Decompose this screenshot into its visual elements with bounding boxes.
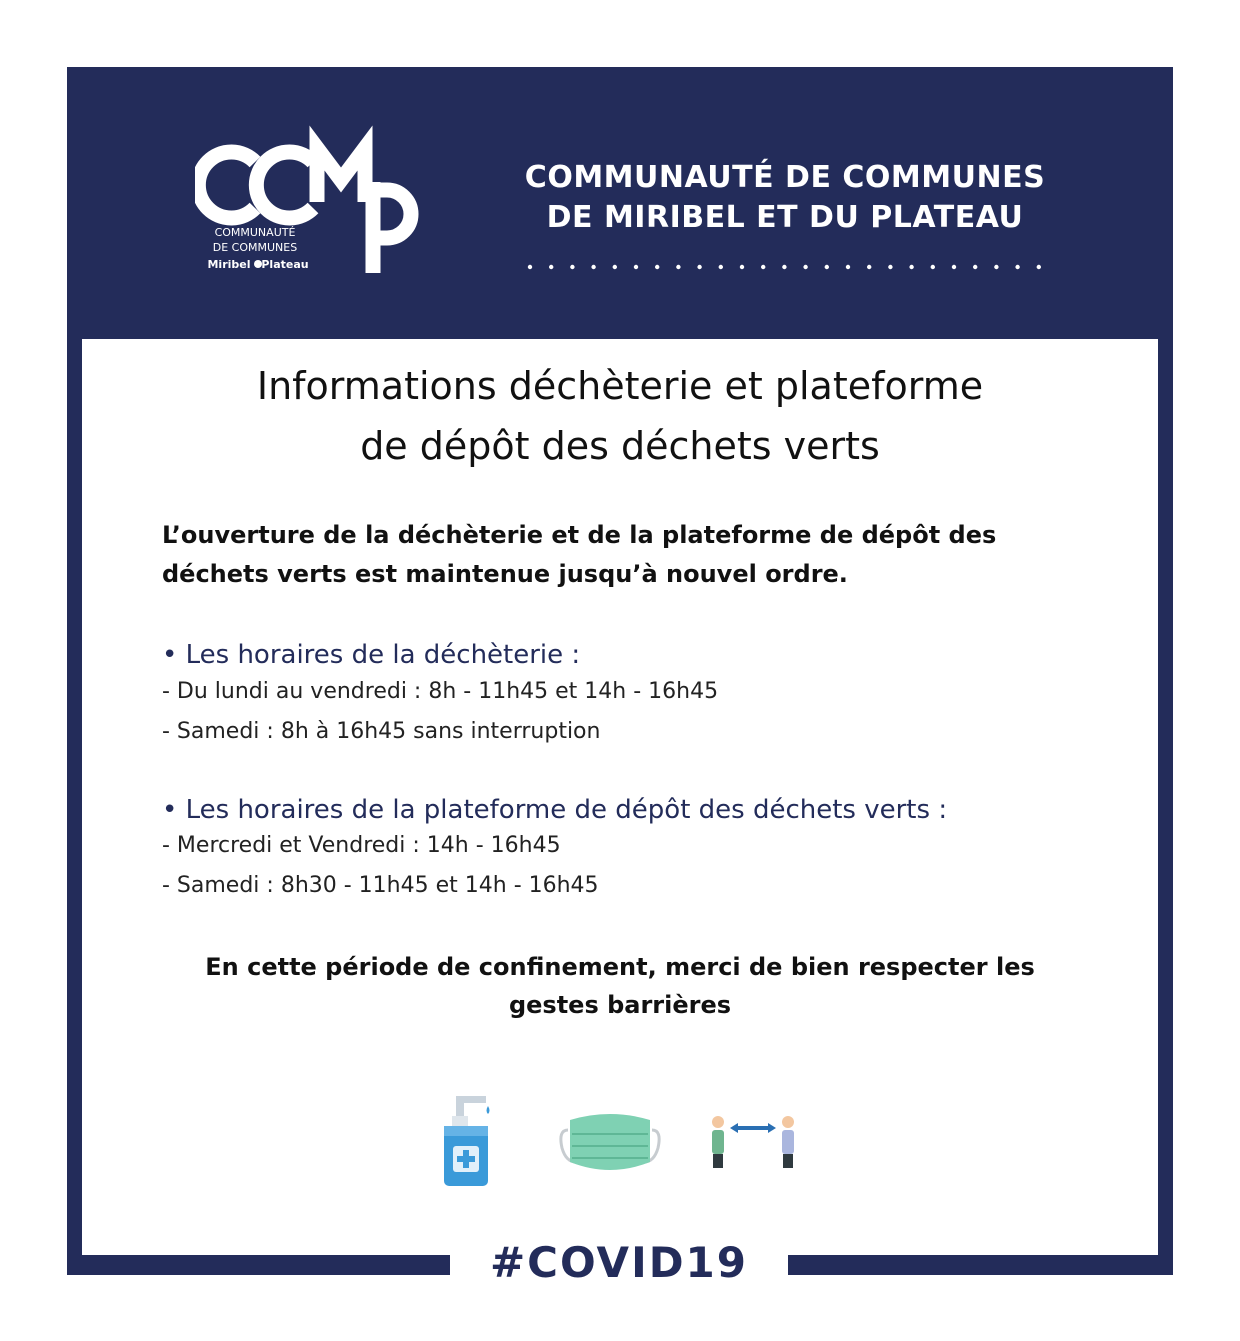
logo-line2: DE COMMUNES — [212, 241, 298, 254]
schedule-line: - Mercredi et Vendredi : 14h - 16h45 — [162, 833, 561, 858]
divider-dot — [994, 265, 998, 269]
divider-dot — [909, 265, 913, 269]
logo-line3-right: Plateau — [261, 258, 309, 271]
organization-name — [510, 158, 1060, 238]
bullet-icon: • — [162, 640, 178, 670]
ccmp-logo — [195, 110, 425, 280]
title-line-2: de dépôt des déchets verts — [360, 424, 880, 468]
divider-dot — [846, 265, 850, 269]
divider-dot — [952, 265, 956, 269]
divider-dot — [740, 265, 744, 269]
divider-dot — [973, 265, 977, 269]
divider-dot — [655, 265, 659, 269]
schedule-line: - Du lundi au vendredi : 8h - 11h45 et 14h - 16h45 — [162, 679, 719, 704]
section-heading-plateforme — [162, 793, 947, 827]
divider-dot — [528, 265, 532, 269]
divider-dot — [1015, 265, 1019, 269]
hand-sanitizer-icon — [444, 1096, 490, 1186]
divider-dot — [803, 265, 807, 269]
divider-dot — [761, 265, 765, 269]
lead-paragraph — [162, 516, 1102, 594]
bullet-icon: • — [162, 795, 178, 825]
divider-dot — [825, 265, 829, 269]
covid-hashtag: #COVID19 — [489, 1238, 749, 1287]
section-heading-text: Les horaires de la déchèterie : — [185, 640, 581, 670]
divider-dot — [719, 265, 723, 269]
section-heading-dechetterie — [162, 638, 580, 672]
closing-line-1: En cette période de confinement, merci de bien respecter les — [205, 953, 1035, 981]
title-line-1: Informations déchèterie et plateforme — [256, 364, 984, 408]
divider-dot — [782, 265, 786, 269]
page-title — [100, 356, 1140, 476]
schedule-line: - Samedi : 8h30 - 11h45 et 14h - 16h45 — [162, 873, 599, 898]
section-heading-text: Les horaires de la plateforme de dépôt des déchets verts : — [185, 795, 948, 825]
divider-dot — [1037, 265, 1041, 269]
divider-dot — [570, 265, 574, 269]
face-mask-icon — [561, 1114, 659, 1170]
divider-dot — [697, 265, 701, 269]
divider-dot — [867, 265, 871, 269]
organization-line-2: DE MIRIBEL ET DU PLATEAU — [546, 200, 1024, 235]
lead-line-2: déchets verts est maintenue jusqu’à nouvel ordre. — [162, 560, 848, 588]
lead-line-1: L’ouverture de la déchèterie et de la plateforme de dépôt des — [162, 521, 997, 549]
closing-line-2: gestes barrières — [508, 991, 732, 1019]
divider-dot — [549, 265, 553, 269]
divider-dot — [634, 265, 638, 269]
divider-dot — [591, 265, 595, 269]
organization-line-1: COMMUNAUTÉ DE COMMUNES — [524, 160, 1046, 195]
dotted-divider — [525, 262, 1050, 272]
divider-dot — [613, 265, 617, 269]
divider-dot — [931, 265, 935, 269]
logo-line1: COMMUNAUTÉ — [214, 226, 296, 239]
divider-dot — [676, 265, 680, 269]
closing-message — [140, 948, 1100, 1024]
divider-dot — [888, 265, 892, 269]
schedule-line: - Samedi : 8h à 16h45 sans interruption — [162, 719, 601, 744]
social-distance-icon — [712, 1116, 794, 1168]
logo-line3-left: Miribel — [207, 258, 251, 271]
barrier-gestures-icons — [430, 1090, 830, 1200]
